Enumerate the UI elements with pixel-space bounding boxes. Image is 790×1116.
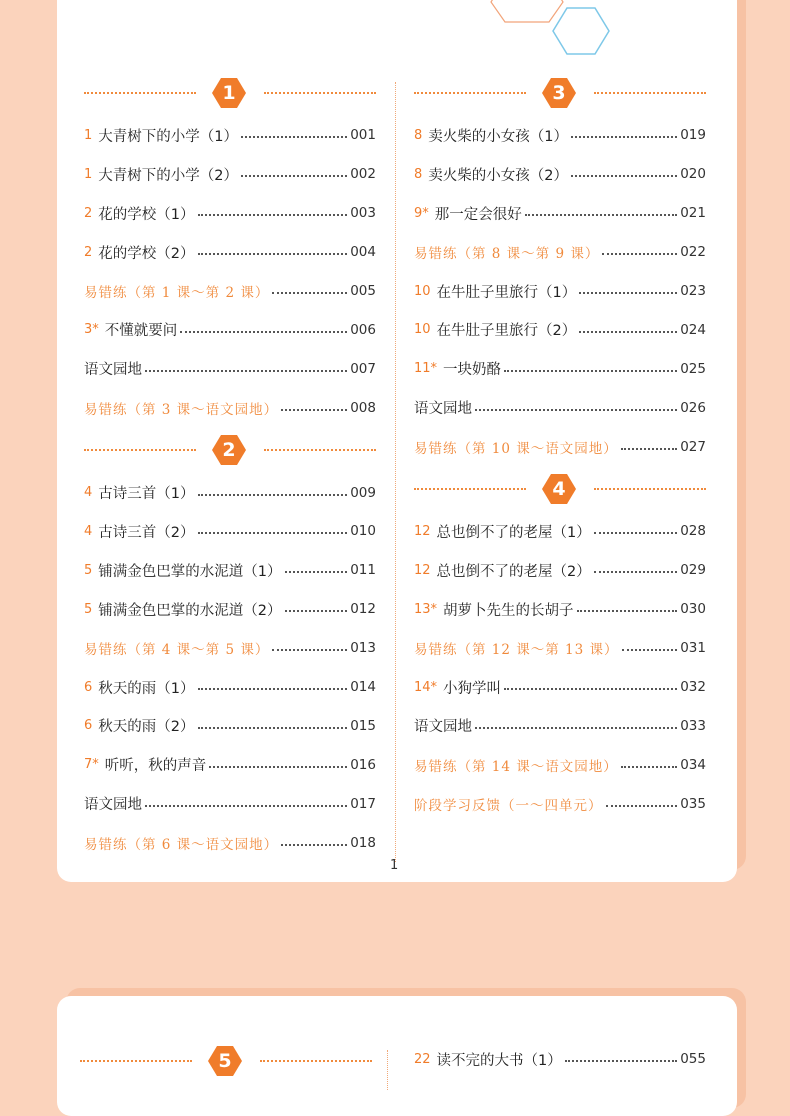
lesson-number: 4 [84, 485, 93, 501]
column-divider-next [387, 1050, 389, 1090]
lesson-number: 1 [84, 166, 93, 182]
entry-page: 035 [680, 795, 706, 812]
dot-leader [504, 688, 677, 690]
toc-entry[interactable] [414, 590, 706, 629]
lesson-number: 6 [84, 679, 93, 695]
entry-page: 032 [680, 679, 706, 696]
toc-entry[interactable] [414, 272, 706, 311]
entry-title: 语文园地 [84, 362, 142, 379]
dot-leader [475, 409, 677, 411]
toc-entry-review[interactable] [414, 745, 706, 784]
entry-title: 不懂就要问 [104, 323, 178, 340]
dot-leader [475, 727, 677, 729]
toc-entry[interactable] [414, 706, 706, 745]
entry-title: 总也倒不了的老屋（1） [436, 524, 591, 541]
unit-number: 5 [218, 1050, 232, 1072]
entry-title: 一块奶酪 [443, 362, 502, 379]
unit-number: 3 [552, 82, 566, 104]
entry-page: 011 [350, 562, 376, 579]
dot-leader [209, 766, 347, 768]
entry-page: 019 [680, 127, 706, 144]
lesson-number: 13* [414, 601, 438, 617]
dot-leader [198, 727, 348, 729]
toc-entry-review[interactable] [84, 272, 376, 311]
dot-leader [602, 253, 677, 255]
entry-page: 027 [680, 438, 706, 455]
entry-page: 013 [350, 640, 376, 657]
entry-title: 易错练（第 8 课～第 9 课） [414, 246, 600, 263]
toc-entry[interactable] [84, 155, 376, 194]
toc-entry[interactable] [414, 551, 706, 590]
dot-leader [571, 175, 677, 177]
dotted-rule [414, 92, 526, 94]
lesson-number: 11* [414, 361, 438, 377]
unit-header [414, 78, 706, 114]
dot-leader [272, 649, 347, 651]
lesson-number: 2 [84, 205, 93, 221]
toc-entry-review[interactable] [84, 629, 376, 668]
entry-title: 易错练（第 10 课～语文园地） [414, 440, 618, 457]
toc-entry[interactable] [84, 310, 376, 349]
toc-entry-review[interactable] [414, 629, 706, 668]
unit-badge [212, 78, 246, 108]
entry-title: 铺满金色巴掌的水泥道（1） [98, 563, 282, 580]
dot-leader [594, 532, 677, 534]
entry-title: 易错练（第 6 课～语文园地） [84, 836, 279, 853]
dot-leader [285, 610, 348, 612]
entry-title: 阶段学习反馈（一～四单元） [414, 797, 603, 814]
dot-leader [198, 532, 348, 534]
toc-entry[interactable] [414, 155, 706, 194]
column-divider [395, 82, 397, 862]
dot-leader [198, 214, 348, 216]
toc-entry[interactable] [414, 310, 706, 349]
entry-page: 014 [350, 679, 376, 696]
page-number: 1 [390, 858, 399, 873]
entry-page: 008 [350, 399, 376, 416]
entry-title: 在牛肚子里旅行（2） [436, 323, 577, 340]
lesson-number: 12 [414, 523, 431, 539]
toc-column-right [414, 78, 706, 823]
unit-badge [208, 1046, 242, 1076]
entry-page: 031 [680, 640, 706, 657]
entry-title: 语文园地 [414, 719, 472, 736]
entry-title: 小狗学叫 [443, 680, 502, 697]
dot-leader [621, 448, 677, 450]
toc-entry[interactable] [414, 194, 706, 233]
dot-leader [525, 214, 677, 216]
entry-title: 铺满金色巴掌的水泥道（2） [98, 602, 282, 619]
entry-title: 古诗三首（2） [98, 524, 195, 541]
dot-leader [579, 331, 677, 333]
toc-entry[interactable] [414, 512, 706, 551]
entry-page: 055 [680, 1051, 706, 1068]
dot-leader [622, 649, 678, 651]
toc-entry[interactable] [414, 116, 706, 155]
dot-leader [571, 136, 677, 138]
dot-leader [285, 571, 348, 573]
toc-entry[interactable] [84, 668, 376, 707]
next-column-right [414, 1040, 706, 1079]
entry-title: 秋天的雨（1） [98, 680, 195, 697]
entry-title: 总也倒不了的老屋（2） [436, 563, 591, 580]
dotted-rule [80, 1060, 192, 1062]
dot-leader [594, 571, 677, 573]
dotted-rule [264, 92, 376, 94]
lesson-number: 10 [414, 322, 431, 338]
toc-entry-review[interactable] [84, 823, 376, 862]
toc-entry-review[interactable] [414, 427, 706, 466]
entry-title: 听听，秋的声音 [104, 758, 207, 775]
dot-leader [504, 370, 677, 372]
lesson-number: 3* [84, 322, 99, 338]
toc-entry[interactable] [84, 590, 376, 629]
entry-title: 胡萝卜先生的长胡子 [443, 602, 574, 619]
entry-page: 007 [350, 360, 376, 377]
toc-entry[interactable] [414, 388, 706, 427]
dotted-rule [84, 449, 196, 451]
toc-entry[interactable] [84, 233, 376, 272]
entry-page: 034 [680, 756, 706, 773]
dot-leader [241, 175, 347, 177]
unit-badge [542, 474, 576, 504]
entry-page: 017 [350, 795, 376, 812]
unit-header [84, 78, 376, 114]
entry-title: 在牛肚子里旅行（1） [436, 284, 577, 301]
unit-header [84, 435, 376, 471]
entry-title: 花的学校（2） [98, 245, 195, 262]
unit-number: 1 [222, 82, 236, 104]
entry-page: 029 [680, 562, 706, 579]
dot-leader [145, 805, 347, 807]
entry-page: 003 [350, 205, 376, 222]
entry-title: 语文园地 [84, 797, 142, 814]
dot-leader [281, 844, 347, 846]
entry-page: 012 [350, 601, 376, 618]
lesson-number: 1 [84, 127, 93, 143]
dotted-rule [414, 488, 526, 490]
dot-leader [198, 688, 348, 690]
dot-leader [145, 370, 347, 372]
lesson-number: 6 [84, 718, 93, 734]
toc-entry[interactable] [84, 116, 376, 155]
toc-entry[interactable] [84, 551, 376, 590]
hexagon-decoration [487, 0, 627, 60]
entry-page: 030 [680, 601, 706, 618]
lesson-number: 14* [414, 679, 438, 695]
dot-leader [281, 409, 347, 411]
entry-title: 读不完的大书（1） [436, 1052, 562, 1069]
entry-page: 015 [350, 717, 376, 734]
toc-entry[interactable] [414, 668, 706, 707]
toc-entry[interactable] [84, 706, 376, 745]
entry-page: 009 [350, 484, 376, 501]
dotted-rule [84, 92, 196, 94]
entry-title: 花的学校（1） [98, 206, 195, 223]
entry-page: 026 [680, 399, 706, 416]
lesson-number: 12 [414, 562, 431, 578]
unit-badge [542, 78, 576, 108]
lesson-number: 8 [414, 166, 423, 182]
toc-entry-review[interactable] [414, 784, 706, 823]
entry-page: 018 [350, 834, 376, 851]
entry-page: 021 [680, 205, 706, 222]
dot-leader [621, 766, 677, 768]
toc-entry[interactable] [84, 745, 376, 784]
dot-leader [606, 805, 678, 807]
dot-leader [198, 253, 348, 255]
next-column-left [80, 1046, 372, 1084]
entry-page: 024 [680, 321, 706, 338]
toc-entry[interactable] [414, 349, 706, 388]
toc-entry[interactable] [84, 473, 376, 512]
unit-number: 4 [552, 478, 566, 501]
entry-title: 大青树下的小学（1） [98, 128, 239, 145]
dotted-rule [594, 488, 706, 490]
dot-leader [180, 331, 347, 333]
entry-title: 易错练（第 14 课～语文园地） [414, 758, 618, 775]
dot-leader [577, 610, 678, 612]
entry-title: 易错练（第 3 课～语文园地） [84, 401, 279, 418]
unit-number: 2 [222, 439, 236, 462]
unit-badge [212, 435, 246, 465]
lesson-number: 22 [414, 1051, 431, 1067]
entry-page: 020 [680, 166, 706, 183]
unit-header [414, 474, 706, 510]
toc-entry-review[interactable] [84, 388, 376, 427]
lesson-number: 5 [84, 601, 93, 617]
entry-title: 易错练（第 12 课～第 13 课） [414, 642, 619, 659]
entry-title: 古诗三首（1） [98, 486, 195, 503]
dot-leader [198, 494, 348, 496]
entry-page: 005 [350, 283, 376, 299]
dot-leader [565, 1060, 677, 1062]
entry-page: 006 [350, 321, 376, 338]
entry-page: 001 [350, 127, 376, 144]
entry-page: 004 [350, 244, 376, 261]
toc-entry-review[interactable] [414, 233, 706, 272]
toc-entry[interactable] [84, 512, 376, 551]
entry-title: 秋天的雨（2） [98, 719, 195, 736]
lesson-number: 4 [84, 523, 93, 539]
entry-page: 025 [680, 360, 706, 377]
toc-entry[interactable] [84, 349, 376, 388]
entry-page: 022 [680, 244, 706, 261]
toc-entry[interactable] [84, 194, 376, 233]
entry-title: 易错练（第 1 课～第 2 课） [84, 285, 270, 301]
entry-title: 卖火柴的小女孩（2） [428, 167, 569, 184]
dot-leader [241, 136, 347, 138]
dotted-rule [260, 1060, 372, 1062]
dotted-rule [264, 449, 376, 451]
entry-title: 易错练（第 4 课～第 5 课） [84, 642, 270, 659]
entry-page: 028 [680, 523, 706, 540]
lesson-number: 10 [414, 283, 431, 299]
toc-column-left [84, 78, 376, 862]
lesson-number: 2 [84, 244, 93, 260]
entry-page: 023 [680, 283, 706, 299]
toc-entry[interactable] [84, 784, 376, 823]
dot-leader [272, 292, 347, 294]
unit-header [80, 1046, 372, 1082]
entry-title: 那一定会很好 [434, 206, 522, 223]
lesson-number: 8 [414, 127, 423, 143]
dotted-rule [594, 92, 706, 94]
entry-page: 002 [350, 166, 376, 183]
entry-page: 010 [350, 523, 376, 540]
entry-title: 大青树下的小学（2） [98, 167, 239, 184]
lesson-number: 9* [414, 205, 429, 221]
entry-title: 卖火柴的小女孩（1） [428, 128, 569, 145]
entry-page: 016 [350, 756, 376, 773]
toc-entry[interactable] [414, 1040, 706, 1079]
lesson-number: 7* [84, 757, 99, 773]
entry-page: 033 [680, 717, 706, 734]
lesson-number: 5 [84, 562, 93, 578]
dot-leader [579, 292, 677, 294]
entry-title: 语文园地 [414, 401, 472, 418]
